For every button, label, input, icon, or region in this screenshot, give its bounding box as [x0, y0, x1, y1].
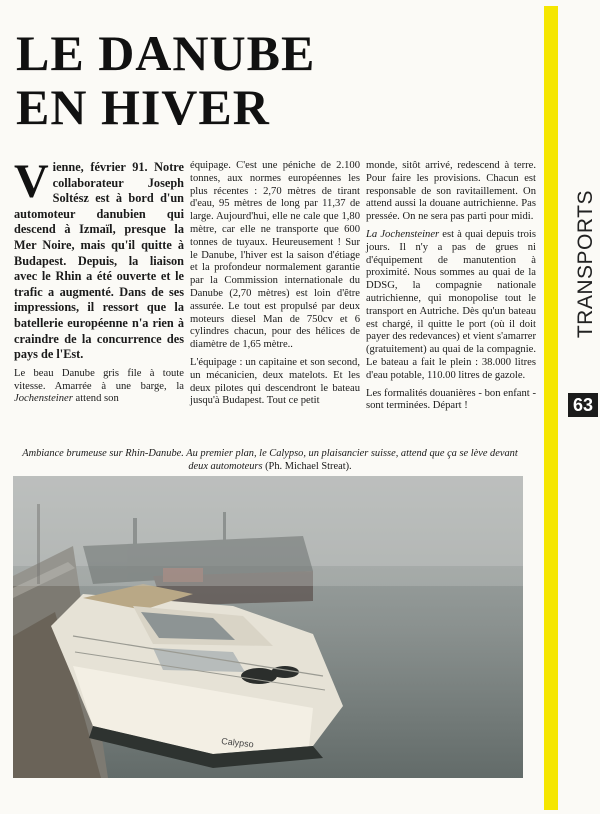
- body-text: Le beau Danube gris file à toute vitesse. Amarrée à une barge, la: [14, 367, 184, 392]
- article-title: [16, 26, 356, 134]
- text-column-2: [190, 160, 360, 408]
- page-number: 63: [568, 393, 598, 417]
- body-paragraph: équipage. C'est une péniche de 2.100 tonnes, aux normes européennes les plus récentes : 2,70 mètres de tirant d'eau, 95 mètres de long par 11,37 de large. Aujourd'hui, elle ne cale que 1,80 mètre, car elle ne transporte que 600 tonnes de tuyaux. Heureusement ! Sur le Danube, l'hiver est la saison d'étiage et la profondeur normalement garantie par la Commission internationale du Danube (2,70 mètres) est loin d'être assurée. Le tout est propulsé par deux moteurs diesel Man de 750cv et 6 cylindres chacun, pour des hélices de diamètre de 1,65 mètre..: [190, 160, 360, 351]
- hull-name: Calypso: [220, 736, 255, 750]
- caption-boat-name: Calypso: [269, 448, 304, 459]
- body-paragraph: [366, 229, 536, 383]
- body-paragraph: [14, 368, 184, 406]
- title-line-1: LE DANUBE: [16, 25, 316, 81]
- lead-text: ienne, février 91. Notre collaborateur Joseph Soltész est à bord d'un automoteur danubien qui descend à Izmaïl, presque la Mer Noire, mais qu'il quitte à Budapest. Depuis, la liaison avec le Rhin a été ouverte et le trafic a augmenté. Dans de ses impressions, il ressort que la batellerie européenne n'a rien à craindre de la concurrence des pays de l'Est.: [14, 160, 184, 362]
- photo-illustration: [13, 476, 523, 778]
- foggy-harbor-photo: [13, 476, 523, 778]
- lead-paragraph: [14, 155, 184, 363]
- drop-cap: V: [14, 155, 49, 208]
- text-column-3: [366, 160, 536, 413]
- boat-name: La Jochensteiner: [366, 228, 440, 240]
- text-column-1: [14, 155, 184, 411]
- boat-name: Jochensteiner: [14, 393, 73, 405]
- section-label: TRANSPORTS: [574, 190, 597, 339]
- body-text: est à quai depuis trois jours. Il n'y a pas de grues ni d'équipement de manutention à proximité. Nous sommes au quai de la DDSG, la compagnie nationale autrichienne, qui monopolise tout le transport en Autriche. Dès qu'un bateau est chargé, il quitte le port (où il doit payer des redevances) et vient s'amarrer (gratuitement) au quai de la compagnie. Le bateau a fait le plein : 38.000 litres d'eau potable, 110.00 litres de gazole.: [366, 228, 536, 381]
- body-paragraph: L'équipage : un capitaine et son second, un mécanicien, deux matelots. Et les deux pilotes qui descendront le bateau jusqu'à Budapest. Tout ce petit: [190, 356, 360, 407]
- body-paragraph: monde, sitôt arrivé, redescend à terre. Pour faire les provisions. Chacun est responsable de son ravitaillement. On attend aussi la douane autrichienne. Pas pressée. On ne sera pas parti pour midi.: [366, 160, 536, 223]
- photo-credit: (Ph. Michael Streat).: [265, 460, 352, 472]
- body-text: attend son: [72, 393, 119, 405]
- caption-text: , un plaisancier suisse, attend que ça se lève devant deux automoteurs: [188, 448, 518, 472]
- accent-bar: [544, 6, 558, 810]
- caption-text: Ambiance brumeuse sur Rhin-Danube. Au premier plan, le: [22, 448, 270, 459]
- title-line-2: EN HIVER: [16, 79, 270, 135]
- photo-caption: [14, 448, 526, 473]
- body-paragraph: Les formalités douanières - bon enfant - sont terminées. Départ !: [366, 387, 536, 412]
